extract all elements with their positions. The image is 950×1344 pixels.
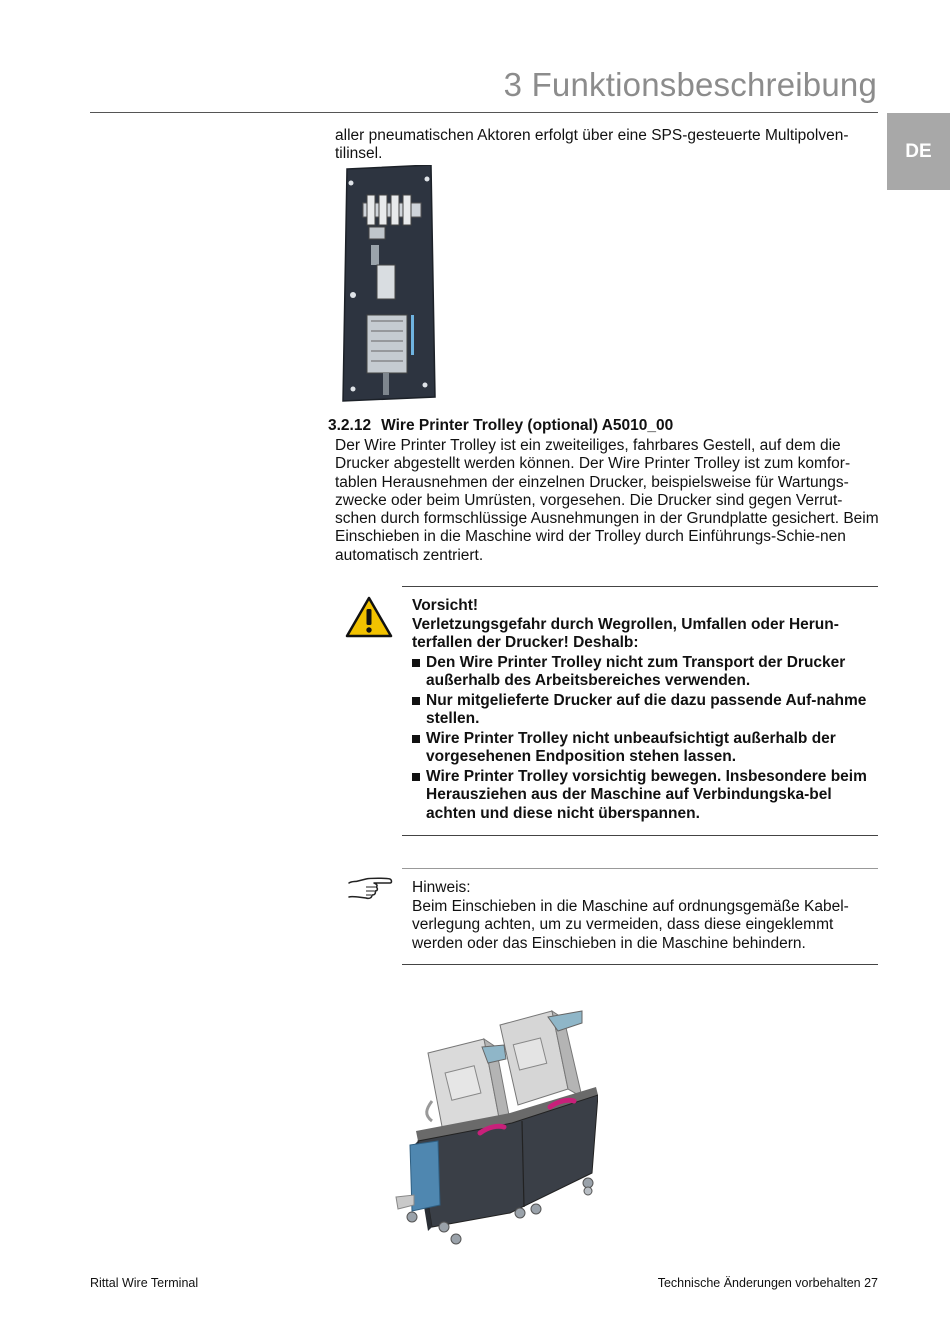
header-divider <box>90 112 878 113</box>
warning-item: Nur mitgelieferte Drucker auf die dazu passende Auf-nahme stellen. <box>412 692 874 729</box>
warning-triangle-icon <box>345 596 393 638</box>
footer-page-info: Technische Änderungen vorbehalten 27 <box>657 1276 878 1290</box>
warning-top-rule <box>402 586 878 587</box>
bullet-square-icon <box>412 735 420 743</box>
bullet-square-icon <box>412 697 420 705</box>
warning-lead: Verletzungsgefahr durch Wegrollen, Umfallen oder Herun-terfallen der Drucker! Deshalb: <box>412 615 839 651</box>
note-block <box>412 879 872 953</box>
note-title: Hinweis: <box>412 879 471 896</box>
bullet-square-icon <box>412 773 420 781</box>
warning-item: Den Wire Printer Trolley nicht zum Transport der Drucker außerhalb des Arbeitsbereiches verwenden. <box>412 654 874 691</box>
language-tab: DE <box>887 113 950 190</box>
note-bottom-rule <box>402 964 878 965</box>
note-text: Beim Einschieben in die Maschine auf ordnungsgemäße Kabel-verlegung achten, um zu vermeiden, dass diese eingeklemmt werden oder das Einschieben in die Maschine behindern. <box>412 897 849 952</box>
section-paragraph: Der Wire Printer Trolley ist ein zweiteiliges, fahrbares Gestell, auf dem die Drucker abgestellt werden können. Der Wire Printer Trolley ist zum komfor-tablen Herausnehmen der einzelnen Drucker, beispielsweise für Wartungs-zwecke oder beim Umrüsten, vorgesehen. Die Drucker sind gegen Verrut-schen durch formschlüssige Ausnehmungen in der Grundplatte gesichert. Beim Einschieben in die Maschine wird der Trolley durch Einführungs-Schie-nen automatisch zentriert. <box>335 437 879 564</box>
warning-list <box>412 654 874 824</box>
page-header-title: 3 Funktionsbeschreibung <box>503 66 877 103</box>
warning-item: Wire Printer Trolley vorsichtig bewegen. Insbesondere beim Herausziehen aus der Maschine auf Verbindungska-bel achten und diese nicht überspannen. <box>412 768 874 824</box>
warning-title: Vorsicht! <box>412 597 479 614</box>
warning-item: Wire Printer Trolley nicht unbeaufsichtigt außerhalb der vorgesehenen Endposition stehen lassen. <box>412 730 874 767</box>
warning-bottom-rule <box>402 835 878 836</box>
pointing-hand-icon <box>346 876 394 902</box>
pneumatic-panel-figure <box>339 165 439 403</box>
section-number: 3.2.12 <box>328 417 372 434</box>
note-top-rule <box>402 868 878 869</box>
footer-product-name: Rittal Wire Terminal <box>90 1276 199 1290</box>
wire-printer-trolley-figure <box>392 1005 598 1255</box>
section-title: Wire Printer Trolley (optional) A5010_00 <box>381 417 674 434</box>
bullet-square-icon <box>412 659 420 667</box>
intro-paragraph: aller pneumatischen Aktoren erfolgt über eine SPS-gesteuerte Multipolven-tilinsel. <box>335 127 849 163</box>
section-heading <box>328 417 673 435</box>
warning-block <box>412 597 874 823</box>
